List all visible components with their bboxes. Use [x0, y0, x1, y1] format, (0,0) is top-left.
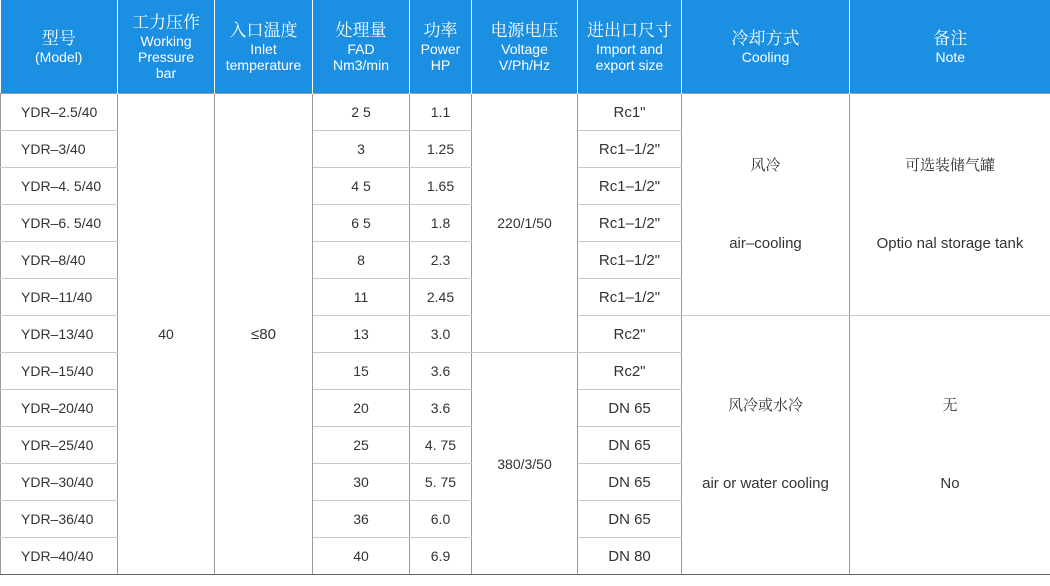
model-cell: YDR–8/40	[1, 242, 118, 279]
power-cell: 3.6	[410, 390, 472, 427]
power-cell: 1.65	[410, 168, 472, 205]
model-cell: YDR–36/40	[1, 501, 118, 538]
header-label-zh: 进出口尺寸	[587, 20, 672, 40]
fad-cell: 13	[313, 316, 410, 353]
note-label-zh: 无	[942, 397, 958, 414]
header-label-zh: 处理量	[335, 20, 387, 40]
header-row	[1, 0, 1050, 94]
port-size-cell: Rc1–1/2"	[578, 242, 682, 279]
header-label-en: V/Ph/Hz	[498, 56, 551, 73]
note-cell	[850, 316, 1050, 575]
header-label-en: Import and	[596, 40, 663, 57]
header-label-zh: 功率	[423, 20, 458, 40]
header-pressure	[118, 0, 215, 94]
port-size-cell: Rc1–1/2"	[578, 279, 682, 316]
port-size-cell: DN 80	[578, 538, 682, 575]
cooling-label-en: air–cooling	[729, 234, 802, 252]
power-cell: 1.8	[410, 205, 472, 242]
header-label-zh: 备注	[933, 28, 968, 48]
header-label-en: Voltage	[501, 40, 548, 57]
port-size-cell: DN 65	[578, 464, 682, 501]
fad-cell: 11	[313, 279, 410, 316]
cooling-cell	[682, 94, 850, 316]
header-label-en: (Model)	[35, 48, 83, 65]
model-cell: YDR–2.5/40	[1, 94, 118, 131]
note-label-en: Optio nal storage tank	[876, 234, 1024, 252]
voltage-cell: 380/3/50	[472, 353, 578, 575]
table-row	[1, 94, 1050, 131]
port-size-cell: Rc1–1/2"	[578, 205, 682, 242]
fad-cell: 25	[313, 427, 410, 464]
fad-cell: 8	[313, 242, 410, 279]
header-label-zh: 冷却方式	[731, 28, 800, 48]
header-label-en: Inlet	[250, 40, 277, 57]
power-cell: 2.45	[410, 279, 472, 316]
header-label-en: temperature	[225, 56, 302, 73]
fad-cell: 4 5	[313, 168, 410, 205]
header-label-en: FAD	[347, 40, 375, 57]
power-cell: 1.1	[410, 94, 472, 131]
header-cooling	[682, 0, 850, 94]
header-label-en: Nm3/min	[332, 56, 389, 73]
voltage-cell: 220/1/50	[472, 94, 578, 353]
port-size-cell: Rc2"	[578, 316, 682, 353]
header-label-zh: 电源电压	[490, 20, 559, 40]
power-cell: 6.9	[410, 538, 472, 575]
header-label-en: Note	[935, 48, 966, 65]
model-cell: YDR–25/40	[1, 427, 118, 464]
port-size-cell: DN 65	[578, 501, 682, 538]
fad-cell: 36	[313, 501, 410, 538]
cooling-label-en: air or water cooling	[702, 475, 829, 492]
fad-cell: 20	[313, 390, 410, 427]
model-cell: YDR–3/40	[1, 131, 118, 168]
power-cell: 1.25	[410, 131, 472, 168]
header-label-en: Cooling	[741, 48, 790, 65]
power-cell: 3.0	[410, 316, 472, 353]
fad-cell: 15	[313, 353, 410, 390]
power-cell: 4. 75	[410, 427, 472, 464]
note-label-en: No	[940, 475, 960, 492]
fad-cell: 2 5	[313, 94, 410, 131]
model-cell: YDR–15/40	[1, 353, 118, 390]
header-label-en: Pressure	[137, 48, 195, 65]
header-label-en: HP	[430, 56, 451, 73]
fad-cell: 6 5	[313, 205, 410, 242]
model-cell: YDR–20/40	[1, 390, 118, 427]
power-cell: 3.6	[410, 353, 472, 390]
header-fad	[313, 0, 410, 94]
power-cell: 6.0	[410, 501, 472, 538]
header-note	[850, 0, 1050, 94]
cooling-cell	[682, 316, 850, 575]
note-label-zh: 可选装储气罐	[904, 156, 995, 174]
model-cell: YDR–4. 5/40	[1, 168, 118, 205]
header-model	[1, 0, 118, 94]
fad-cell: 3	[313, 131, 410, 168]
power-cell: 2.3	[410, 242, 472, 279]
cooling-label-zh: 风冷	[750, 156, 781, 174]
port-size-cell: DN 65	[578, 427, 682, 464]
header-inlet-temp	[215, 0, 313, 94]
fad-cell: 40	[313, 538, 410, 575]
port-size-cell: Rc2"	[578, 353, 682, 390]
header-port-size	[578, 0, 682, 94]
port-size-cell: Rc1"	[578, 94, 682, 131]
header-label-en: export size	[595, 56, 664, 73]
power-cell: 5. 75	[410, 464, 472, 501]
model-cell: YDR–13/40	[1, 316, 118, 353]
header-label-en: bar	[155, 64, 177, 81]
note-cell	[850, 94, 1050, 316]
port-size-cell: Rc1–1/2"	[578, 168, 682, 205]
port-size-cell: DN 65	[578, 390, 682, 427]
model-cell: YDR–30/40	[1, 464, 118, 501]
header-label-zh: 型号	[41, 28, 76, 48]
port-size-cell: Rc1–1/2"	[578, 131, 682, 168]
header-label-en: Power	[420, 40, 461, 57]
header-label-zh: 入口温度	[229, 20, 298, 40]
model-cell: YDR–6. 5/40	[1, 205, 118, 242]
model-cell: YDR–40/40	[1, 538, 118, 575]
header-label-en: Working	[140, 32, 192, 49]
fad-cell: 30	[313, 464, 410, 501]
header-voltage	[472, 0, 578, 94]
header-power	[410, 0, 472, 94]
pressure-cell: 40	[118, 94, 215, 575]
model-cell: YDR–11/40	[1, 279, 118, 316]
header-label-zh: 工力压作	[132, 12, 200, 32]
cooling-label-zh: 风冷或水冷	[727, 397, 803, 414]
inlet-temp-cell: ≤80	[215, 94, 313, 575]
